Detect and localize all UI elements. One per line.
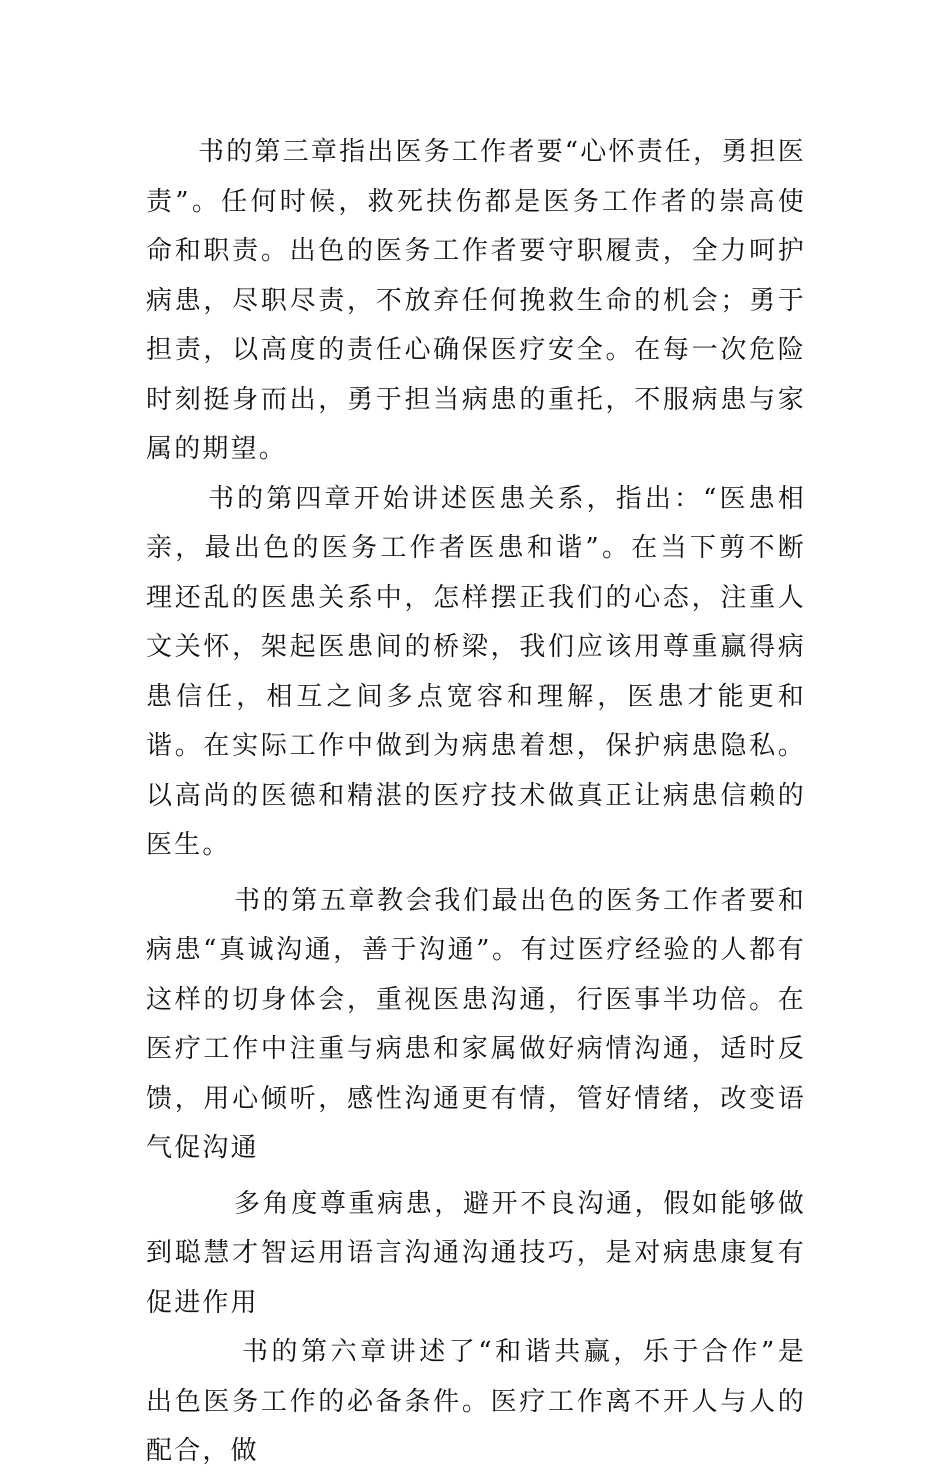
- paragraph-chapter-six: 书的第六章讲述了“和谐共赢，乐于合作”是出色医务工作的必备条件。医疗工作离不开人与人的配合，做: [146, 1337, 806, 1466]
- document-body: [146, 128, 806, 1477]
- paragraph-chapter-three: 书的第三章指出医务工作者要“心怀责任，勇担医责”。任何时候，救死扶伤都是医务工作者的崇高使命和职责。出色的医务工作者要守职履责，全力呵护病患，尽职尽责，不放弃任何挽救生命的机会；勇于担责，以高度的责任心确保医疗安全。在每一次危险时刻挺身而出，勇于担当病患的重托，不服病患与家属的期望。: [146, 137, 806, 464]
- paragraph-chapter-five: 书的第五章教会我们最出色的医务工作者要和病患“真诚沟通，善于沟通”。有过医疗经验的人都有这样的切身体会，重视医患沟通，行医事半功倍。在医疗工作中注重与病患和家属做好病情沟通，适时反馈，用心倾听，感性沟通更有情，管好情绪，改变语气促沟通: [146, 885, 806, 1163]
- paragraph-chapter-four: 书的第四章开始讲述医患关系，指出：“医患相亲，最出色的医务工作者医患和谐”。在当下剪不断理还乱的医患关系中，怎样摆正我们的心态，注重人文关怀，架起医患间的桥梁，我们应该用尊重赢得病患信任，相互之间多点宽容和理解，医患才能更和谐。在实际工作中做到为病患着想，保护病患隐私。以高尚的医德和精湛的医疗技术做真正让病患信赖的医生。: [146, 483, 806, 860]
- paragraph-communication: 多角度尊重病患，避开不良沟通，假如能够做到聪慧才智运用语言沟通沟通技巧，是对病患康复有促进作用: [146, 1188, 806, 1318]
